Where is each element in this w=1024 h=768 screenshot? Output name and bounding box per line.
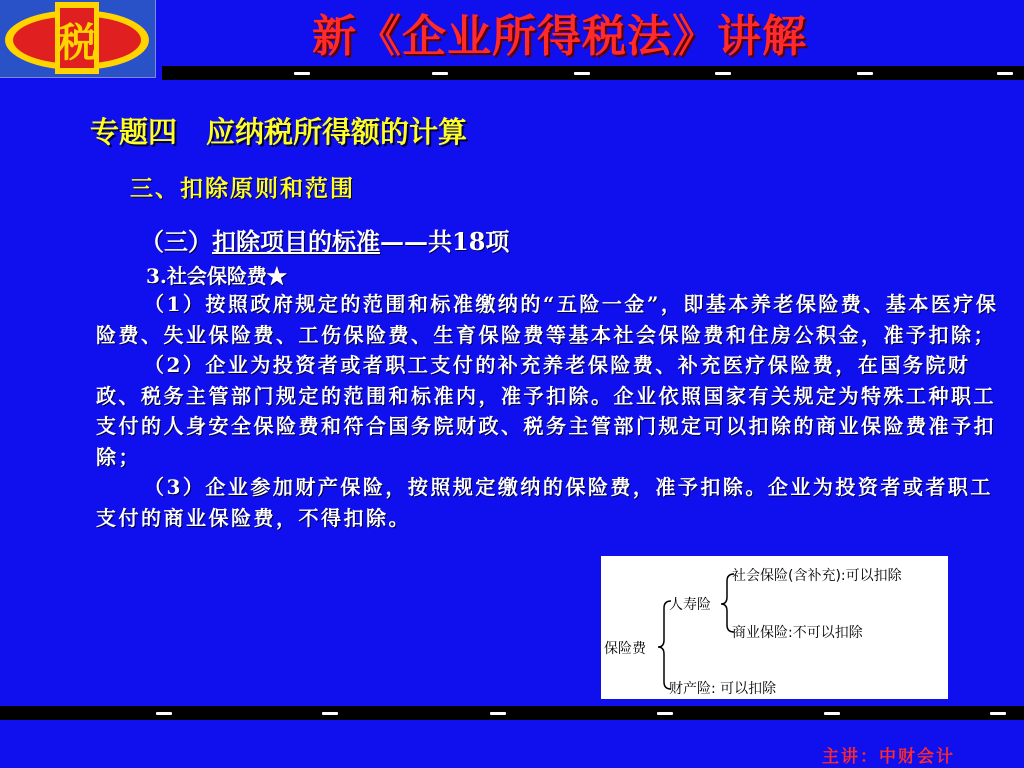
- diagram-life-label: 人寿险: [669, 597, 711, 613]
- bottom-divider-bar: [0, 706, 1024, 720]
- page-title: 新《企业所得税法》讲解: [312, 11, 807, 62]
- item-title: 3.社会保险费★: [146, 264, 287, 288]
- subsection-suffix: ——共18项: [380, 227, 510, 256]
- logo-text: 税: [57, 20, 97, 66]
- diagram-root-label: 保险费: [604, 641, 646, 657]
- paragraph-1: （1）按照政府规定的范围和标准缴纳的“五险一金”，即基本养老保险费、基本医疗保险费、失业保险费、工伤保险费、生育保险费等基本社会保险费和住房公积金，准予扣除；: [96, 292, 999, 347]
- body-text: [96, 289, 1001, 533]
- insurance-classification-diagram: [601, 556, 948, 699]
- tax-emblem-logo: [0, 0, 156, 78]
- diagram-commercial-label: 商业保险:不可以扣除: [732, 625, 863, 641]
- deduction-standards-link[interactable]: 扣除项目的标准: [212, 227, 380, 256]
- section-heading: 三、扣除原则和范围: [130, 176, 355, 202]
- topic-heading: 专题四 应纳税所得额的计算: [90, 115, 468, 149]
- subsection-heading: [140, 222, 509, 257]
- diagram-social-label: 社会保险(含补充):可以扣除: [732, 568, 902, 584]
- paragraph-2: （2）企业为投资者或者职工支付的补充养老保险费、补充医疗保险费，在国务院财政、税务主管部门规定的范围和标准内，准予扣除。企业依照国家有关规定为特殊工种职工支付的人身安全保险费和符合国务院财政、税务主管部门规定可以扣除的商业保险费准予扣除；: [96, 353, 996, 469]
- subsection-prefix: （三）: [140, 227, 212, 256]
- tax-emblem-icon: [0, 0, 155, 77]
- diagram-property-label: 财产险: 可以扣除: [669, 681, 777, 697]
- paragraph-3: （3）企业参加财产保险，按照规定缴纳的保险费，准予扣除。企业为投资者或者职工支付的商业保险费，不得扣除。: [96, 475, 993, 530]
- presenter-credit: 主讲：中财会计: [822, 747, 955, 767]
- top-divider-bar: [162, 66, 1024, 80]
